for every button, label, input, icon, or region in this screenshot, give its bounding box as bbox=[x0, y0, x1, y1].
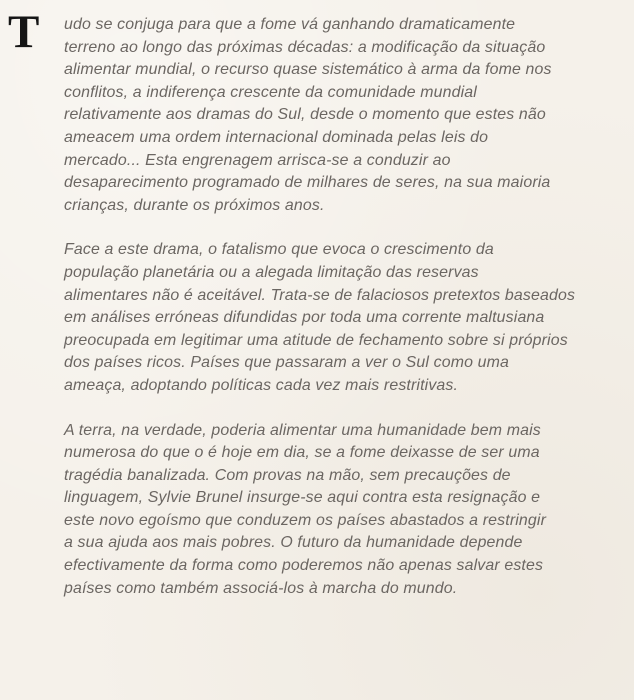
text-line: população planetária ou a alegada limitação das reservas bbox=[64, 263, 479, 281]
text-line: terreno ao longo das próximas décadas: a modificação da situação bbox=[64, 38, 546, 56]
text-line: mercado... Esta engrenagem arrisca-se a conduzir ao bbox=[64, 151, 451, 169]
paragraph-1 bbox=[64, 14, 626, 217]
text-line: este novo egoísmo que conduzem os países abastados a restringir bbox=[64, 511, 547, 529]
blurb-text bbox=[64, 14, 626, 600]
text-line: Face a este drama, o fatalismo que evoca o crescimento da bbox=[64, 241, 494, 259]
text-line: dos países ricos. Países que passaram a ver o Sul como uma bbox=[64, 354, 510, 372]
text-line: ameacem uma ordem internacional dominada pelas leis do bbox=[64, 128, 489, 146]
text-line: tragédia banalizada. Com provas na mão, sem precauções de bbox=[64, 466, 511, 484]
text-line: alimentares não é aceitável. Trata-se de falaciosos pretextos baseados bbox=[64, 286, 576, 304]
text-line: efectivamente da forma como poderemos não apenas salvar estes bbox=[64, 557, 544, 575]
text-line: A terra, na verdade, poderia alimentar uma humanidade bem mais bbox=[64, 421, 541, 439]
text-line: desaparecimento programado de milhares de seres, na sua maioria bbox=[64, 174, 551, 192]
text-line: ameaça, adoptando políticas cada vez mais restritivas. bbox=[64, 376, 459, 394]
text-line: numerosa do que o é hoje em dia, se a fome deixasse de ser uma bbox=[64, 444, 540, 462]
text-line: conflitos, a indiferença crescente da comunidade mundial bbox=[64, 83, 477, 101]
paragraph-3 bbox=[64, 420, 626, 601]
text-line: a sua ajuda aos mais pobres. O futuro da humanidade depende bbox=[64, 534, 523, 552]
text-line: relativamente aos dramas do Sul, desde o momento que estes não bbox=[64, 106, 546, 124]
paragraph-2 bbox=[64, 239, 626, 397]
drop-cap: T bbox=[8, 6, 40, 58]
text-line: linguagem, Sylvie Brunel insurge-se aqui contra esta resignação e bbox=[64, 489, 541, 507]
text-line: em análises erróneas difundidas por toda uma corrente maltusiana bbox=[64, 309, 545, 327]
text-line: preocupada em legitimar uma atitude de fechamento sobre si próprios bbox=[64, 331, 568, 349]
text-line: países como também associá-los à marcha do mundo. bbox=[64, 579, 458, 597]
text-line: udo se conjuga para que a fome vá ganhando dramaticamente bbox=[64, 16, 516, 33]
text-line: crianças, durante os próximos anos. bbox=[64, 196, 325, 214]
text-line: alimentar mundial, o recurso quase sistemático à arma da fome nos bbox=[64, 61, 552, 79]
